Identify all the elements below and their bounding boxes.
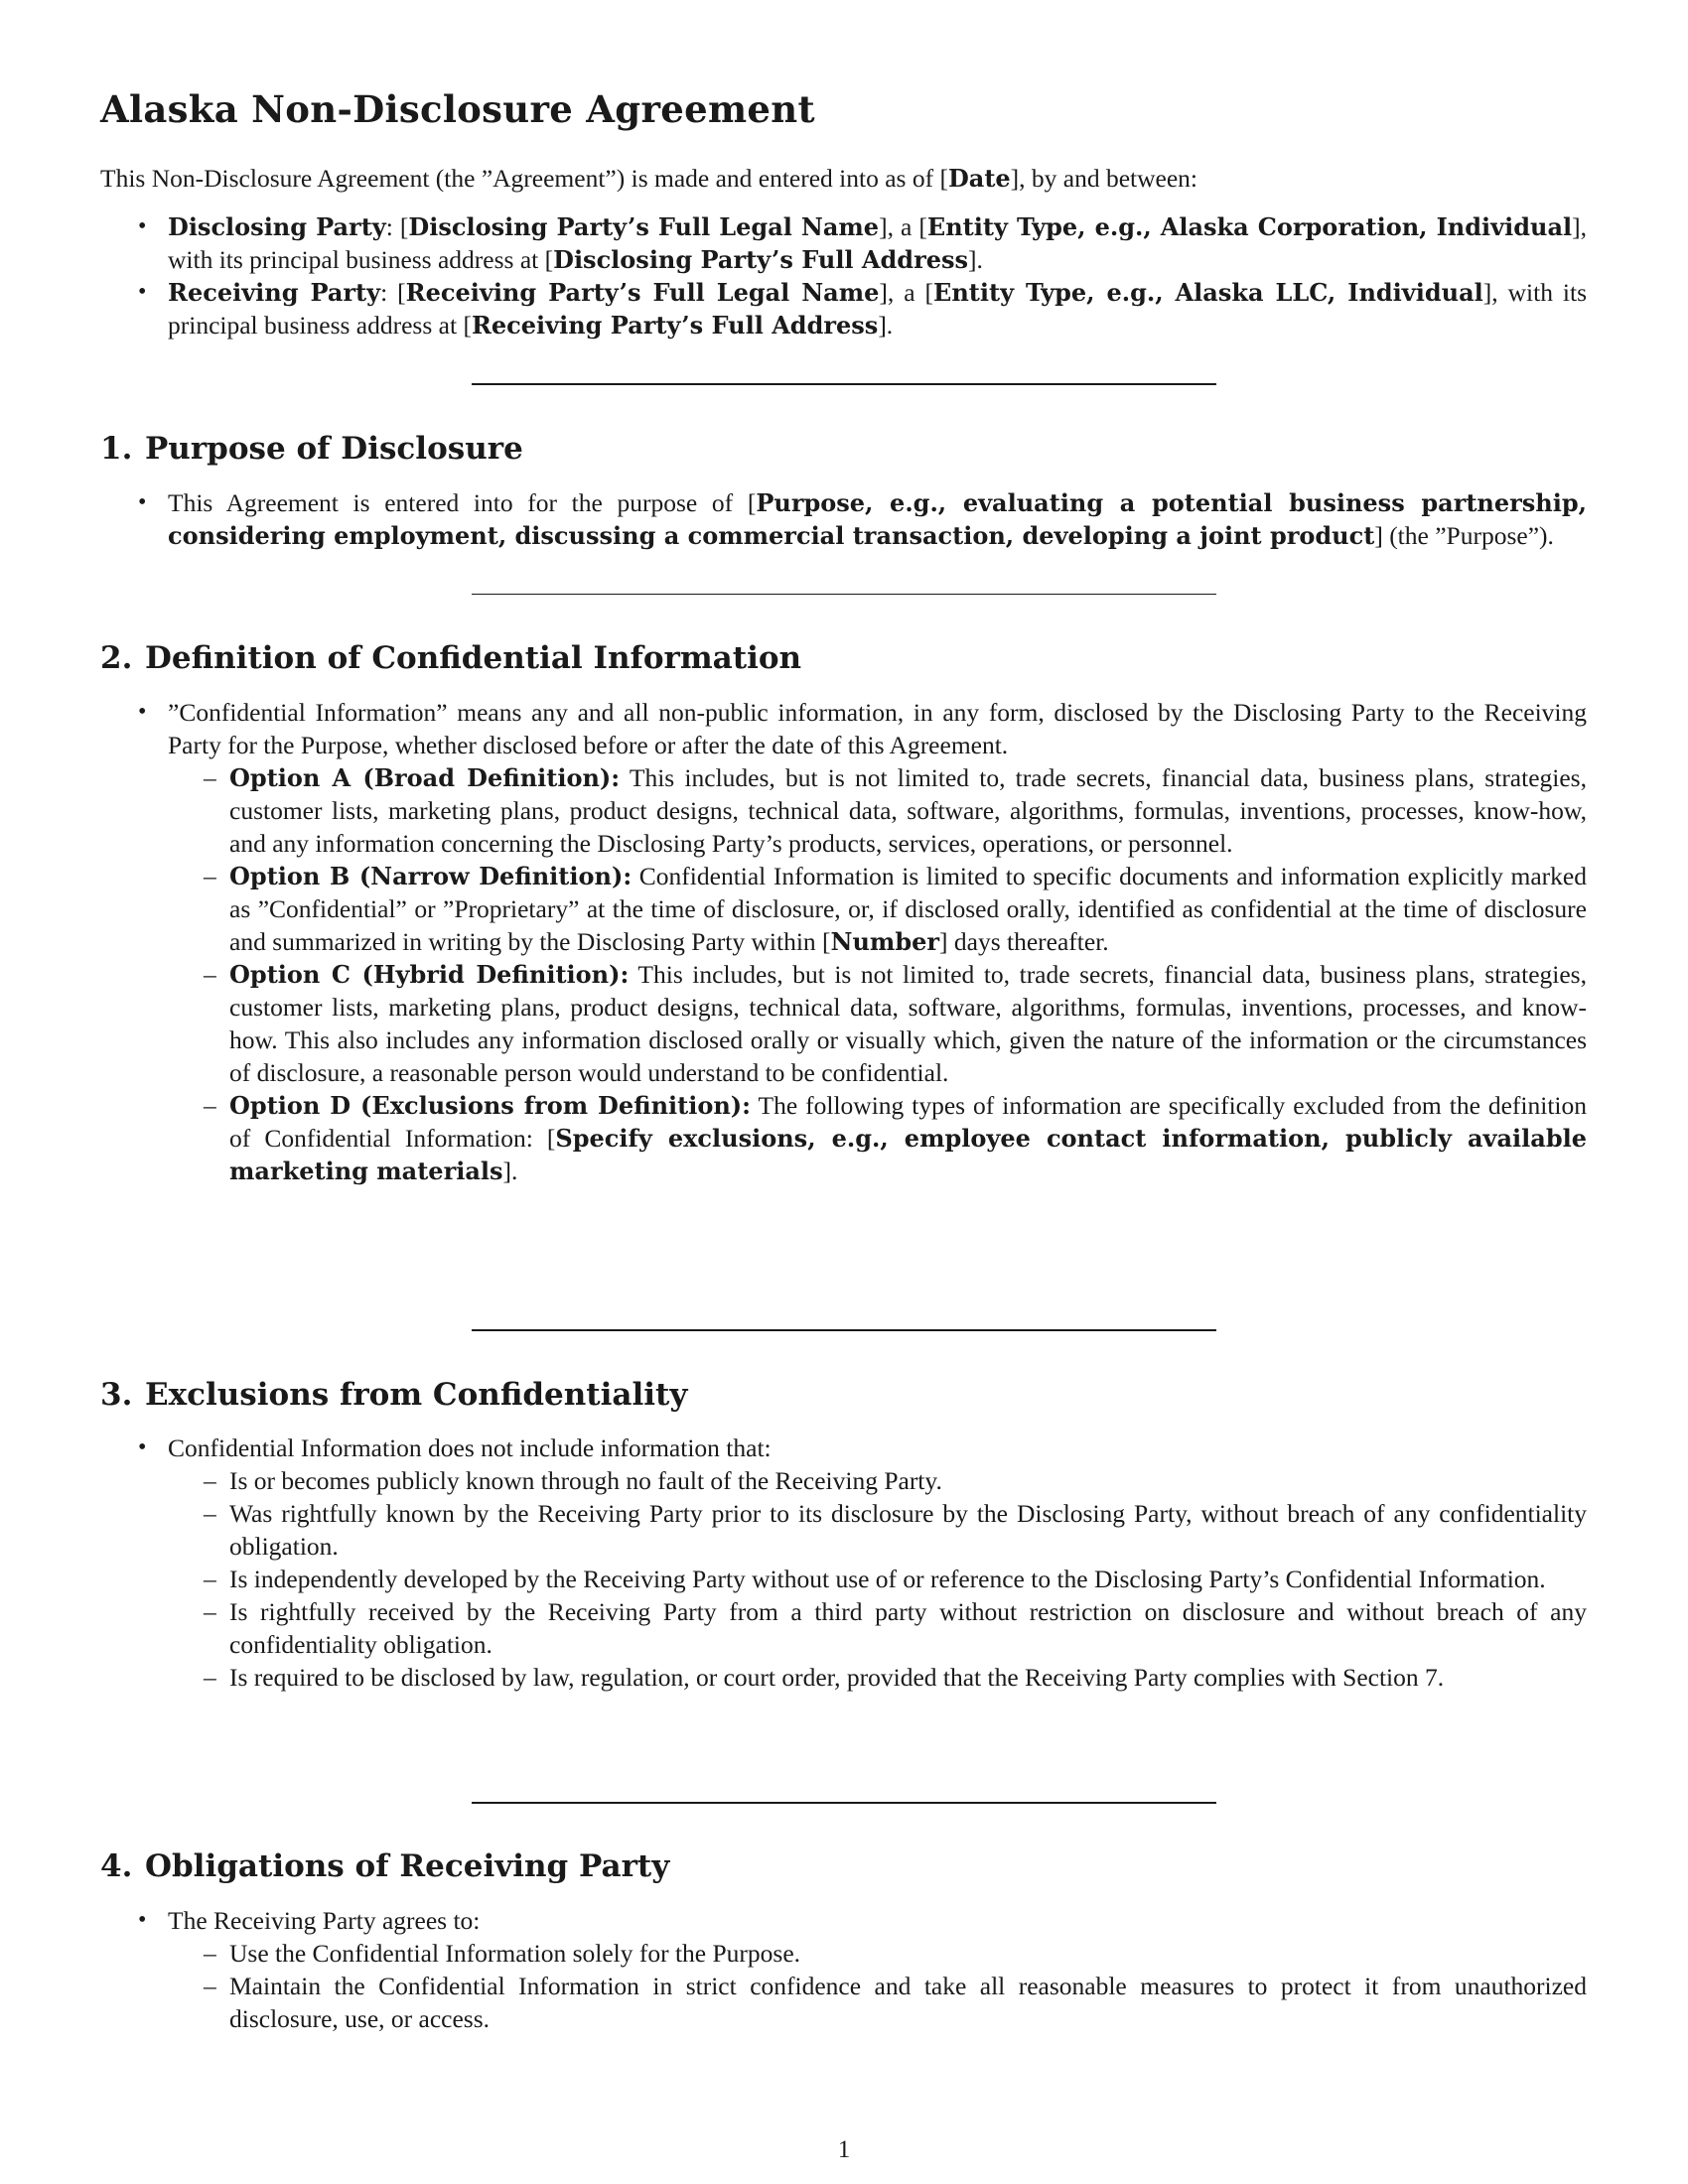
section-2-heading: 2. Definition of Confidential Information bbox=[100, 640, 802, 676]
exclusion-item: – Is rightfully received by the Receiving Party from a third party without restriction on disclosure and without breach of any confidentiality obligation. bbox=[168, 1595, 1587, 1661]
section-1-heading: 1. Purpose of Disclosure bbox=[100, 431, 523, 467]
divider bbox=[472, 594, 1216, 595]
section-3-item: • Confidential Information does not include information that: – Is or becomes publicly known through no fault of the Receiving Party. – Was rightfully known by the Receiving Party prior to its disclosure by the Disclosing Party, without breach of any confidentiality obligation. – Is independently developed by the Receiving Party without use of or reference to the Disclosing Party’s Confidential Information. – Is rightfully received by the Receiving Party from a third party without restriction on disclosure and without breach of any confidentiality obligation. – Is required to be disclosed by law, regulation, or court order, provided that the Receiving Party complies with Section 7. bbox=[100, 1432, 1587, 1694]
section-2-item: • ”Confidential Information” means any and all non-public information, in any form, disclosed by the Disclosing Party to the Receiving Party for the Purpose, whether disclosed before or after the date of this Agreement. – Option A (Broad Definition): This includes, but is not limited to, trade secrets, financial data, business plans, strategies, customer lists, marketing plans, product designs, technical data, software, algorithms, formulas, inventions, processes, know-how, and any information concerning the Disclosing Party’s products, services, operations, or personnel. – Option B (Narrow Definition): Confidential Information is limited to specific documents and information explicitly marked as ”Confidential” or ”Proprietary” at the time of disclosure, or, if disclosed orally, identified as confidential at the time of disclosure and summarized in writing by the Disclosing Party within [Number] days thereafter. – Option C (Hybrid Definition): This includes, but is not limited to, trade secrets, financial data, business plans, strategies, customer lists, marketing plans, product designs, technical data, software, algorithms, formulas, inventions, processes, and know-how. This also includes any information disclosed orally or visually which, given the nature of the information or the circumstances of disclosure, a reasonable person would understand to be confidential. – Option D (Exclusions from Definition): The following types of information are specifically excluded from the definition of Confidential Information: [Specify exclusions, e.g., employee contact information, publicly available marketing materials]. bbox=[100, 696, 1587, 1187]
section-4-heading: 4. Obligations of Receiving Party bbox=[100, 1848, 670, 1884]
exclusion-item: – Was rightfully known by the Receiving Party prior to its disclosure by the Disclosing Party, without breach of any confidentiality obligation. bbox=[168, 1497, 1587, 1563]
obligation-item: – Maintain the Confidential Information in strict confidence and take all reasonable measures to protect it from unauthorized disclosure, use, or access. bbox=[168, 1970, 1587, 2035]
divider bbox=[472, 1802, 1216, 1804]
option-a: – Option A (Broad Definition): This includes, but is not limited to, trade secrets, financial data, business plans, strategies, customer lists, marketing plans, product designs, technical data, software, algorithms, formulas, inventions, processes, know-how, and any information concerning the Disclosing Party’s products, services, operations, or personnel. bbox=[168, 761, 1587, 860]
section-4-list bbox=[100, 1904, 1587, 2035]
exclusion-item: – Is independently developed by the Receiving Party without use of or reference to the Disclosing Party’s Confidential Information. bbox=[168, 1563, 1587, 1595]
obligation-item: – Use the Confidential Information solely for the Purpose. bbox=[168, 1937, 1587, 1970]
section-3-list bbox=[100, 1432, 1587, 1694]
document-title: Alaska Non-Disclosure Agreement bbox=[100, 87, 815, 131]
section-3-subitems bbox=[168, 1464, 1587, 1694]
party-receiving: • Receiving Party: [Receiving Party’s Full Legal Name], a [Entity Type, e.g., Alaska LLC, Individual], with its principal business address at [Receiving Party’s Full Address]. bbox=[100, 276, 1587, 341]
option-d: – Option D (Exclusions from Definition): The following types of information are specifically excluded from the definition of Confidential Information: [Specify exclusions, e.g., employee contact information, publicly available marketing materials]. bbox=[168, 1089, 1587, 1187]
section-2-options bbox=[168, 761, 1587, 1187]
divider bbox=[472, 1329, 1216, 1331]
divider bbox=[472, 383, 1216, 385]
option-c: – Option C (Hybrid Definition): This includes, but is not limited to, trade secrets, financial data, business plans, strategies, customer lists, marketing plans, product designs, technical data, software, algorithms, formulas, inventions, processes, and know-how. This also includes any information disclosed orally or visually which, given the nature of the information or the circumstances of disclosure, a reasonable person would understand to be confidential. bbox=[168, 958, 1587, 1089]
parties-list bbox=[100, 210, 1587, 341]
option-b: – Option B (Narrow Definition): Confidential Information is limited to specific documents and information explicitly marked as ”Confidential” or ”Proprietary” at the time of disclosure, or, if disclosed orally, identified as confidential at the time of disclosure and summarized in writing by the Disclosing Party within [Number] days thereafter. bbox=[168, 860, 1587, 958]
section-4-subitems bbox=[168, 1937, 1587, 2035]
intro-paragraph: This Non-Disclosure Agreement (the ”Agreement”) is made and entered into as of [Date], by and between: bbox=[100, 164, 1198, 193]
section-1-item: • This Agreement is entered into for the purpose of [Purpose, e.g., evaluating a potential business partnership, considering employment, discussing a commercial transaction, developing a joint product] (the ”Purpose”). bbox=[100, 486, 1587, 552]
section-1-list bbox=[100, 486, 1587, 552]
party-disclosing: • Disclosing Party: [Disclosing Party’s Full Legal Name], a [Entity Type, e.g., Alaska Corporation, Individual], with its principal business address at [Disclosing Party’s Full Address]. bbox=[100, 210, 1587, 276]
page-number: 1 bbox=[837, 2136, 851, 2163]
exclusion-item: – Is required to be disclosed by law, regulation, or court order, provided that the Receiving Party complies with Section 7. bbox=[168, 1661, 1587, 1694]
section-3-heading: 3. Exclusions from Confidentiality bbox=[100, 1377, 688, 1413]
exclusion-item: – Is or becomes publicly known through no fault of the Receiving Party. bbox=[168, 1464, 1587, 1497]
section-2-list bbox=[100, 696, 1587, 1187]
section-4-item: • The Receiving Party agrees to: – Use the Confidential Information solely for the Purpose. – Maintain the Confidential Information in strict confidence and take all reasonable measures to protect it from unauthorized disclosure, use, or access. bbox=[100, 1904, 1587, 2035]
